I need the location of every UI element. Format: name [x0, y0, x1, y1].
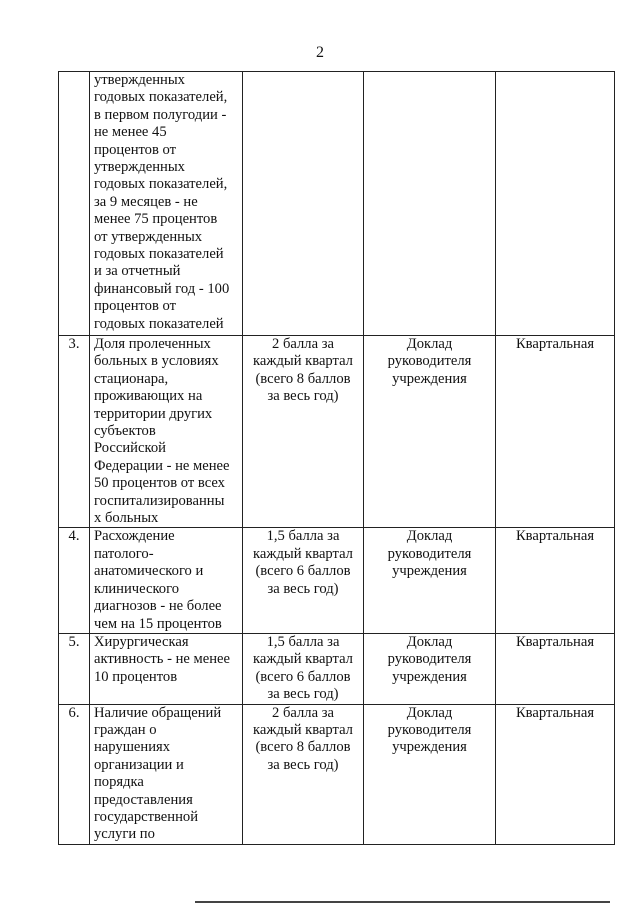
source-cell [364, 336, 496, 528]
cell-line: утвержденных [94, 72, 185, 88]
source-cell [364, 633, 496, 704]
cell-line: 50 процентов от всех [94, 475, 225, 492]
row-number: 3. [68, 336, 80, 352]
cell-line: учреждения [392, 739, 467, 756]
cell-line: Расхождение [94, 528, 175, 545]
cell-line: (всего 6 баллов [255, 668, 351, 685]
cell-line: в первом полугодии - [94, 106, 227, 123]
cell-line: порядка [94, 774, 144, 791]
cell-line: каждый квартал [253, 721, 353, 738]
period-cell [496, 336, 615, 528]
source-cell [364, 72, 496, 336]
cell-line: организации и [94, 756, 184, 773]
cell-line: Доля пролеченных [94, 336, 211, 352]
cell-line: субъектов [94, 423, 156, 440]
table-row [59, 528, 615, 633]
source-cell [364, 704, 496, 844]
period-text: Квартальная [515, 336, 595, 352]
cell-line: Российской [94, 440, 166, 457]
cell-line: 1,5 балла за [266, 633, 340, 650]
points-cell [243, 528, 364, 633]
cell-line: 2 балла за [272, 336, 334, 352]
cell-line: и за отчетный [94, 263, 181, 280]
table-row [59, 72, 615, 336]
criterion-cell [90, 72, 243, 336]
cell-line: 10 процентов [94, 668, 178, 685]
criterion-cell [90, 704, 243, 844]
cell-line: за весь год) [267, 756, 339, 773]
cell-line: Доклад [406, 704, 453, 721]
cell-line: от утвержденных [94, 228, 203, 245]
period-cell [496, 528, 615, 633]
cell-line: годовых показателей, [94, 89, 228, 106]
cell-line: больных в условиях [94, 353, 219, 370]
points-cell [243, 633, 364, 704]
row-number-cell [59, 528, 90, 633]
points-cell [243, 72, 364, 336]
cell-line: утвержденных [94, 159, 185, 176]
cell-line: за весь год) [267, 388, 339, 405]
row-number-cell [59, 336, 90, 528]
period-text: Квартальная [515, 704, 595, 721]
cell-line: годовых показателей [94, 315, 224, 332]
cell-line: х больных [94, 510, 159, 527]
cell-line: Доклад [406, 528, 453, 545]
row-number-cell [59, 633, 90, 704]
period-cell [496, 704, 615, 844]
cell-line: Доклад [406, 633, 453, 650]
cell-line: госпитализированны [94, 492, 225, 509]
cell-line: годовых показателей, [94, 176, 228, 193]
cell-line: предоставления [94, 791, 193, 808]
cell-line: руководителя [387, 545, 472, 562]
cell-line: руководителя [387, 721, 472, 738]
table-row [59, 633, 615, 704]
criterion-cell [90, 528, 243, 633]
cell-line: проживающих на [94, 388, 203, 405]
period-cell [496, 72, 615, 336]
cell-line: каждый квартал [253, 353, 353, 370]
cell-line: финансовый год - 100 [94, 280, 230, 297]
points-cell [243, 336, 364, 528]
cell-line: Наличие обращений [94, 704, 222, 721]
cell-line: (всего 8 баллов [255, 739, 351, 756]
row-number: 5. [68, 633, 80, 650]
row-number-cell [59, 704, 90, 844]
source-cell [364, 528, 496, 633]
criteria-table-body [59, 72, 615, 845]
cell-line: руководителя [387, 651, 472, 668]
cell-line: активность - не менее [94, 651, 231, 668]
cell-line: патолого- [94, 545, 154, 562]
row-number-cell [59, 72, 90, 336]
table-row [59, 704, 615, 844]
cell-line: территории других [94, 405, 213, 422]
cell-line: учреждения [392, 668, 467, 685]
cell-line: Доклад [406, 336, 453, 352]
criterion-cell [90, 633, 243, 704]
period-cell [496, 633, 615, 704]
cell-line: чем на 15 процентов [94, 615, 222, 632]
cell-line: руководителя [387, 353, 472, 370]
cell-line: за 9 месяцев - не [94, 193, 198, 210]
cell-line: услуги по [94, 826, 155, 843]
cell-line: за весь год) [267, 580, 339, 597]
cell-line: Хирургическая [94, 633, 189, 650]
page-number: 2 [316, 44, 324, 61]
cell-line: процентов от [94, 298, 177, 315]
cell-line: анатомического и [94, 563, 204, 580]
cell-line: каждый квартал [253, 545, 353, 562]
cell-line: менее 75 процентов [94, 211, 218, 228]
table-row [59, 336, 615, 528]
period-text: Квартальная [515, 633, 595, 650]
cell-line: (всего 8 баллов [255, 370, 351, 387]
cell-line: каждый квартал [253, 651, 353, 668]
footer-rule [195, 901, 610, 903]
criterion-cell [90, 336, 243, 528]
period-text: Квартальная [515, 528, 595, 545]
cell-line: 2 балла за [272, 704, 334, 721]
cell-line: учреждения [392, 370, 467, 387]
cell-line: не менее 45 [94, 124, 167, 141]
cell-line: граждан о [94, 721, 157, 738]
cell-line: 1,5 балла за [266, 528, 340, 545]
cell-line: клинического [94, 580, 180, 597]
cell-line: государственной [94, 808, 199, 825]
cell-line: диагнозов - не более [94, 598, 222, 615]
cell-line: нарушениях [94, 739, 171, 756]
row-number: 4. [68, 528, 80, 545]
points-cell [243, 704, 364, 844]
cell-line: (всего 6 баллов [255, 563, 351, 580]
cell-line: Федерации - не менее [94, 457, 230, 474]
cell-line: за весь год) [267, 686, 339, 703]
cell-line: стационара, [94, 370, 169, 387]
cell-line: годовых показателей [94, 246, 224, 263]
criteria-table [58, 71, 615, 845]
row-number: 6. [68, 704, 80, 721]
cell-line: учреждения [392, 563, 467, 580]
cell-line: процентов от [94, 141, 177, 158]
